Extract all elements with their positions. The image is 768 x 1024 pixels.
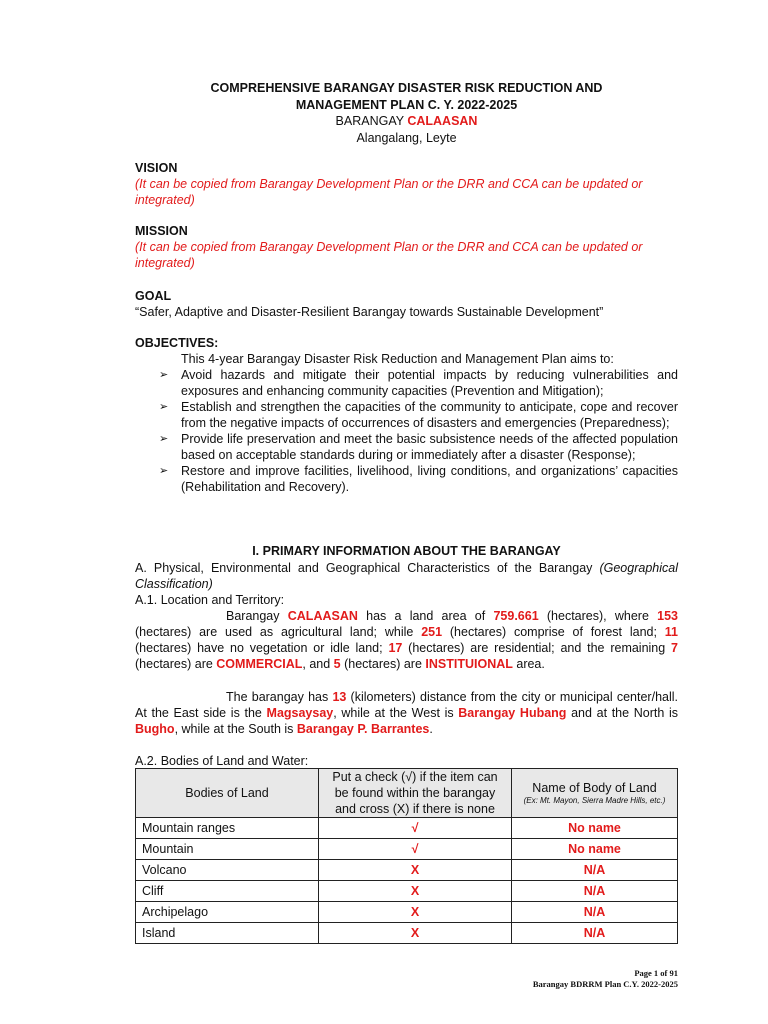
col-name — [512, 769, 678, 818]
row-mark: X — [319, 902, 512, 923]
row-mark: √ — [319, 839, 512, 860]
barangay-name: CALAASAN — [407, 114, 478, 128]
mission-note: (It can be copied from Barangay Development Plan or the DRR and CCA can be updated or integrated) — [135, 240, 643, 270]
row-mark: √ — [319, 818, 512, 839]
page-number: Page 1 of 91 — [634, 968, 678, 978]
col-check: Put a check (√) if the item can be found within the barangay and cross (X) if there is none — [319, 769, 512, 818]
section-a-heading — [135, 560, 678, 592]
section-a1-heading: A.1. Location and Territory: — [135, 593, 285, 607]
forest-value: 251 — [421, 625, 443, 639]
row-body: Volcano — [136, 860, 319, 881]
goal-heading: GOAL — [135, 289, 172, 303]
institutional-label: INSTITUIONAL — [425, 657, 513, 671]
section-a2-heading: A.2. Bodies of Land and Water: — [135, 754, 309, 768]
barangay-name-inline: CALAASAN — [287, 609, 358, 623]
vision-heading: VISION — [135, 161, 178, 175]
arrow-bullet-icon: ➢ — [159, 465, 169, 477]
land-area-paragraph: Barangay CALAASAN has a land area of 759.661 (hectares), where 153 (hectares) are used as agricultural land; while 251 (hectares) comprise of forest land; 11 (hectares) have no vegetation or idle land; 17 (hectares) are residential; and the remaining 7 (hectares) are COMMERCIAL, and 5 (hectares) are INSTITUIONAL area. — [135, 609, 679, 671]
agricultural-value: 153 — [657, 609, 678, 623]
barangay-line — [135, 113, 678, 130]
section-1-heading: I. PRIMARY INFORMATION ABOUT THE BARANGAY — [252, 544, 561, 558]
document-title — [135, 80, 678, 146]
land-area-value: 759.661 — [493, 609, 539, 623]
row-name: No name — [512, 839, 678, 860]
table-row — [136, 818, 678, 839]
row-name: No name — [512, 818, 678, 839]
row-mark: X — [319, 860, 512, 881]
objectives-section — [135, 335, 678, 495]
row-body: Archipelago — [136, 902, 319, 923]
section-a-italic: (Geographical Classification) — [135, 561, 678, 591]
row-body: Mountain — [136, 839, 319, 860]
row-name: N/A — [512, 860, 678, 881]
west-boundary: Barangay Hubang — [458, 706, 567, 720]
objectives-intro: This 4-year Barangay Disaster Risk Reduction and Management Plan aims to: — [181, 352, 614, 366]
table-row — [136, 839, 678, 860]
row-body: Cliff — [136, 881, 319, 902]
arrow-bullet-icon: ➢ — [159, 369, 169, 381]
objectives-list — [135, 367, 678, 495]
page-footer — [533, 968, 678, 990]
document-label: Barangay BDRRM Plan C.Y. 2022-2025 — [532, 979, 678, 989]
arrow-bullet-icon: ➢ — [159, 433, 169, 445]
goal-text: “Safer, Adaptive and Disaster-Resilient Barangay towards Sustainable Development” — [135, 305, 604, 319]
south-boundary: Barangay P. Barrantes — [296, 722, 430, 736]
row-mark: X — [319, 881, 512, 902]
distance-value: 13 — [332, 690, 347, 704]
institutional-value: 5 — [333, 657, 341, 671]
commercial-value: 7 — [671, 641, 678, 655]
bodies-of-land-table — [135, 768, 678, 944]
title-line-1: COMPREHENSIVE BARANGAY DISASTER RISK REDUCTION AND — [210, 81, 603, 95]
table-row — [136, 902, 678, 923]
list-item: ➢ Avoid hazards and mitigate their potential impacts by reducing vulnerabilities and exposures and enhancing community capacities (Prevention and Mitigation); — [159, 368, 678, 398]
row-name: N/A — [512, 881, 678, 902]
row-name: N/A — [512, 902, 678, 923]
barangay-prefix: BARANGAY — [335, 114, 404, 128]
row-name: N/A — [512, 923, 678, 944]
north-boundary: Bugho — [135, 722, 175, 736]
col-name-label: Name of Body of Land — [532, 781, 657, 795]
title-line-2: MANAGEMENT PLAN C. Y. 2022-2025 — [295, 97, 518, 112]
objectives-heading: OBJECTIVES: — [135, 336, 219, 350]
table-row — [136, 923, 678, 944]
east-boundary: Magsaysay — [266, 706, 334, 720]
list-item: ➢ Provide life preservation and meet the basic subsistence needs of the affected population based on acceptable standards during or immediately after a disaster (Response); — [159, 432, 678, 462]
col-name-note: (Ex: Mt. Mayon, Sierra Madre Hills, etc.) — [523, 796, 666, 805]
list-item: ➢ Establish and strengthen the capacities of the community to anticipate, cope and recover from the negative impacts of occurrences of disasters and emergencies (Preparedness); — [159, 400, 678, 430]
residential-value: 17 — [388, 641, 403, 655]
section-a-text: A. Physical, Environmental and Geographical Characteristics of the Barangay — [135, 561, 593, 575]
row-body: Mountain ranges — [136, 818, 319, 839]
table-row — [136, 881, 678, 902]
vision-note: (It can be copied from Barangay Development Plan or the DRR and CCA can be updated or integrated) — [135, 177, 643, 207]
mission-section — [135, 223, 678, 271]
distance-paragraph: The barangay has 13 (kilometers) distance from the city or municipal center/hall. At the East side is the Magsaysay, while at the West is Barangay Hubang and at the North is Bugho, while at the South is Barangay P. Barrantes. — [135, 690, 679, 736]
mission-heading: MISSION — [135, 224, 188, 238]
idle-value: 11 — [664, 625, 679, 639]
row-body: Island — [136, 923, 319, 944]
arrow-bullet-icon: ➢ — [159, 401, 169, 413]
list-item: ➢ Restore and improve facilities, livelihood, living conditions, and organizations’ capacities (Rehabilitation and Recovery). — [159, 464, 678, 494]
table-row — [136, 860, 678, 881]
vision-section — [135, 160, 678, 208]
row-mark: X — [319, 923, 512, 944]
goal-section — [135, 288, 678, 320]
commercial-label: COMMERCIAL — [216, 657, 303, 671]
col-bodies-of-land: Bodies of Land — [136, 769, 319, 818]
location: Alangalang, Leyte — [356, 130, 457, 145]
